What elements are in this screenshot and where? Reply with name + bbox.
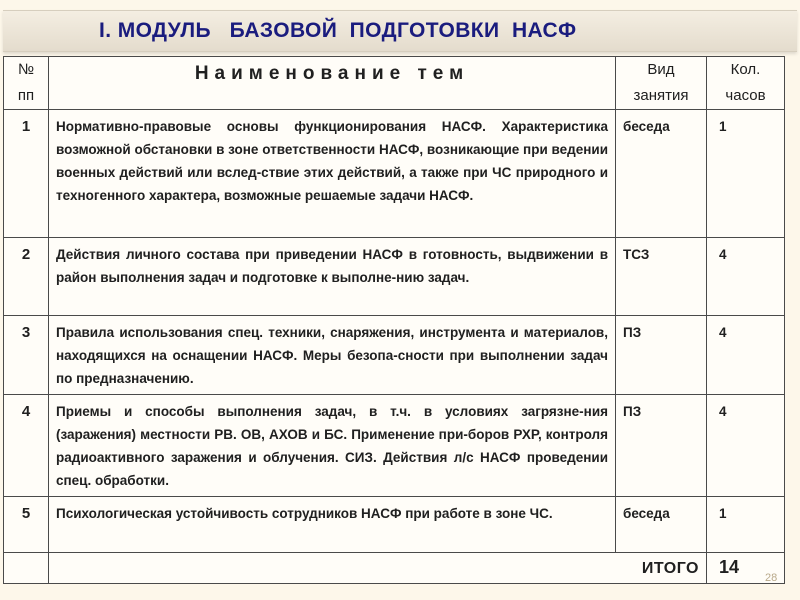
header-num	[4, 57, 49, 110]
header-num-line1: №	[17, 61, 35, 78]
row-hours: 1	[707, 497, 785, 553]
row-topic: Приемы и способы выполнения задач, в т.ч. в условиях загрязне-ния (заражения) местности РВ. ОВ, АХОВ и БС. Применение при-боров РХР, контроля радиоактивного заражения и облучения. СИЗ. Действия л/с НАСФ проведении спец. обработки.	[49, 395, 616, 497]
row-type: ПЗ	[616, 316, 707, 395]
header-name: Наименование тем	[49, 57, 616, 110]
row-type: беседа	[616, 497, 707, 553]
row-hours: 4	[707, 316, 785, 395]
table-row	[4, 497, 785, 553]
total-row	[4, 553, 785, 584]
table-row	[4, 395, 785, 497]
table-row	[4, 316, 785, 395]
total-empty-cell	[4, 553, 49, 584]
header-hours	[707, 57, 785, 110]
row-hours: 4	[707, 238, 785, 316]
row-hours: 4	[707, 395, 785, 497]
table-row	[4, 238, 785, 316]
page-number: 28	[765, 572, 778, 584]
header-hours-line2: часов	[725, 87, 766, 104]
total-value: 14	[707, 553, 785, 584]
row-topic: Правила использования спец. техники, снаряжения, инструмента и материалов, находящихся на оснащении НАСФ. Меры безопа-сности при выполнении задач по предназначению.	[49, 316, 616, 395]
row-number: 1	[4, 110, 49, 238]
row-type: беседа	[616, 110, 707, 238]
header-hours-line1: Кол.	[730, 61, 761, 78]
row-number: 4	[4, 395, 49, 497]
row-type: ПЗ	[616, 395, 707, 497]
header-num-line2: пп	[17, 87, 35, 104]
row-number: 3	[4, 316, 49, 395]
row-topic: Психологическая устойчивость сотрудников НАСФ при работе в зоне ЧС.	[49, 497, 616, 553]
row-number: 5	[4, 497, 49, 553]
header-type-line1: Вид	[647, 61, 675, 78]
row-type: ТСЗ	[616, 238, 707, 316]
table-row	[4, 110, 785, 238]
topics-table	[3, 56, 785, 584]
header-type	[616, 57, 707, 110]
total-label: ИТОГО	[49, 553, 707, 584]
row-number: 2	[4, 238, 49, 316]
row-hours: 1	[707, 110, 785, 238]
row-topic: Нормативно-правовые основы функционирования НАСФ. Характеристика возможной обстановки в зоне ответственности НАСФ, возникающие при ведении военных действий или вслед-ствие этих действий, а также при ЧС природного и техногенного характера, возможные решаемые задачи НАСФ.	[49, 110, 616, 238]
title-bar	[3, 10, 797, 52]
page-title: I. МОДУЛЬ БАЗОВОЙ ПОДГОТОВКИ НАСФ	[99, 19, 577, 42]
table-header-row	[4, 57, 785, 110]
row-topic: Действия личного состава при приведении НАСФ в готовность, выдвижении в район выполнения задач и подготовке к выполне-нию задач.	[49, 238, 616, 316]
header-type-line2: занятия	[633, 87, 689, 104]
